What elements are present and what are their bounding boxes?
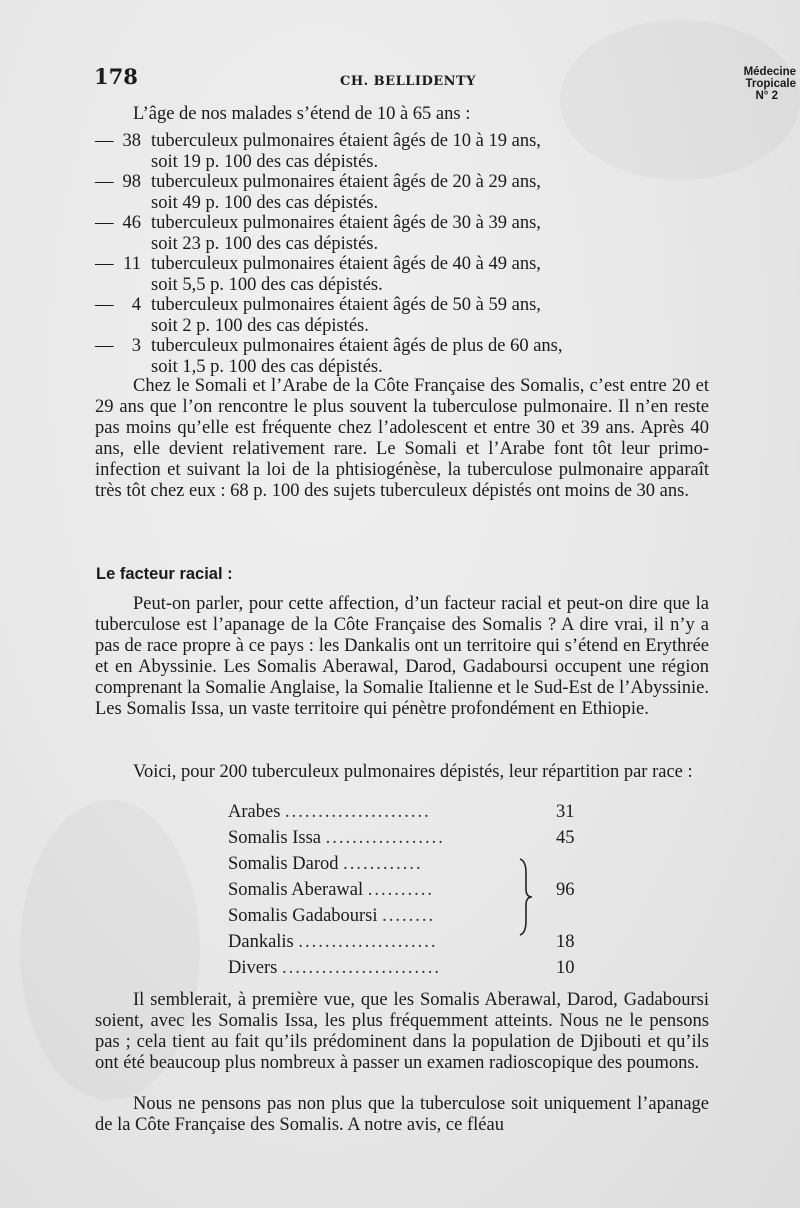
list-item [95, 295, 715, 336]
age-group-text: tuberculeux pulmonaires étaient âgés de 40 à 49 ans, [151, 254, 541, 274]
table-row [228, 802, 431, 823]
patient-count: 11 [123, 254, 141, 274]
list-item [95, 213, 715, 254]
list-item [95, 336, 715, 377]
table-row [228, 854, 423, 875]
paragraph-text: Nous ne pensons pas non plus que la tuberculose soit uniquement l’apanage de la Côte Française des Somalis. A notre avis, ce fléau [95, 1094, 709, 1135]
paragraph-text: Voici, pour 200 tuberculeux pulmonaires dépistés, leur répartition par race : [133, 762, 693, 782]
race-label: Somalis Aberawal [228, 880, 364, 900]
paragraph-text: Peut-on parler, pour cette affection, d’un facteur racial et peut-on dire que la tuberculose est l’apanage de la Côte Française des Somalis ? A dire vrai, il n’y a pas de race propre à ce pays : les Dankalis ont un territoire qui s’étend en Erythrée et en Abyssinie. Les Somalis Aberawal, Darod, Gadaboursi occupent une région comprenant la Somalie Anglaise, la Somalie Italienne et le Sud-Est de l’Abyssinie. Les Somalis Issa, un vaste territoire qui pénètre profondément en Ethiopie. [95, 594, 709, 719]
paragraph [95, 1094, 709, 1136]
age-group-percent: soit 19 p. 100 des cas dépistés. [151, 151, 379, 172]
list-dash: — [95, 131, 114, 151]
race-count: 31 [556, 802, 575, 822]
race-count: 10 [556, 958, 575, 978]
list-item [95, 254, 715, 295]
journal-line: Tropicale [745, 78, 796, 90]
age-group-text: tuberculeux pulmonaires étaient âgés de 50 à 59 ans, [151, 295, 541, 315]
leader-dots: ........ [382, 906, 436, 926]
table-row [228, 880, 434, 901]
age-group-percent: soit 1,5 p. 100 des cas dépistés. [151, 356, 383, 377]
list-dash: — [95, 295, 114, 315]
patient-count: 46 [122, 213, 141, 233]
patient-count: 3 [131, 336, 141, 356]
paragraph-text: Il semblerait, à première vue, que les Somalis Aberawal, Darod, Gadaboursi soient, avec les Somalis Issa, les plus fréquemment atteints. Nous ne le pensons pas ; cela tient au fait qu’ils prédominent dans la population de Djibouti et qu’ils ont été beaucoup plus nombreux à passer un examen radioscopique des poumons. [95, 990, 709, 1073]
table-row [228, 932, 438, 953]
intro-line: L’âge de nos malades s’étend de 10 à 65 ans : [133, 104, 471, 124]
age-group-percent: soit 2 p. 100 des cas dépistés. [151, 315, 369, 336]
journal-name [738, 66, 800, 102]
paragraph [95, 990, 709, 1074]
leader-dots: .................. [325, 828, 445, 848]
table-row [228, 828, 445, 849]
running-head: CH. BELLIDENTY [340, 74, 476, 89]
race-count: 18 [556, 932, 575, 952]
race-count: 45 [556, 828, 575, 848]
age-group-text: tuberculeux pulmonaires étaient âgés de 20 à 29 ans, [151, 172, 541, 192]
curly-brace-icon [514, 857, 534, 937]
leader-dots: ............ [343, 854, 423, 874]
race-label: Somalis Issa [228, 828, 322, 848]
list-dash: — [95, 254, 114, 274]
paragraph-text: Chez le Somali et l’Arabe de la Côte Française des Somalis, c’est entre 20 et 29 ans que l’on rencontre le plus souvent la tuberculose pulmonaire. Il n’en reste pas moins qu’elle est fréquente chez l’adolescent et entre 30 et 39 ans. Après 40 ans, elle devient relativement rare. Le Somali et l’Arabe font tôt leur primo-infection et suivant la loi de la phtisiogénèse, la tuberculose pulmonaire apparaît très tôt chez eux : 68 p. 100 des sujets tuberculeux dépistés ont moins de 30 ans. [95, 376, 709, 501]
list-dash: — [95, 336, 114, 356]
patient-count: 38 [122, 131, 141, 151]
list-item [95, 172, 715, 213]
leader-dots: ...................... [285, 802, 431, 822]
age-group-list [95, 131, 715, 377]
age-group-text: tuberculeux pulmonaires étaient âgés de plus de 60 ans, [151, 336, 563, 356]
age-group-percent: soit 23 p. 100 des cas dépistés. [151, 233, 379, 254]
paragraph [95, 762, 709, 783]
age-group-text: tuberculeux pulmonaires étaient âgés de 10 à 19 ans, [151, 131, 541, 151]
leader-dots: .......... [367, 880, 435, 900]
section-heading: Le facteur racial : [96, 565, 233, 583]
race-count: 96 [556, 880, 575, 900]
patient-count: 98 [122, 172, 141, 192]
list-dash: — [95, 213, 114, 233]
list-dash: — [95, 172, 114, 192]
race-label: Somalis Darod [228, 854, 339, 874]
list-item [95, 131, 715, 172]
age-group-text: tuberculeux pulmonaires étaient âgés de 30 à 39 ans, [151, 213, 541, 233]
table-row [228, 906, 435, 927]
paragraph [95, 594, 709, 720]
journal-line: Médecine [743, 66, 796, 78]
race-label: Arabes [228, 802, 281, 822]
age-group-percent: soit 5,5 p. 100 des cas dépistés. [151, 274, 383, 295]
journal-line: N° 2 [755, 90, 778, 102]
paragraph [95, 376, 709, 502]
patient-count: 4 [131, 295, 141, 315]
table-row [228, 958, 441, 979]
race-label: Divers [228, 958, 278, 978]
leader-dots: ........................ [281, 958, 441, 978]
age-group-percent: soit 49 p. 100 des cas dépistés. [151, 192, 379, 213]
leader-dots: ..................... [298, 932, 438, 952]
page-number: 178 [94, 64, 138, 89]
race-label: Somalis Gadaboursi [228, 906, 378, 926]
race-label: Dankalis [228, 932, 294, 952]
